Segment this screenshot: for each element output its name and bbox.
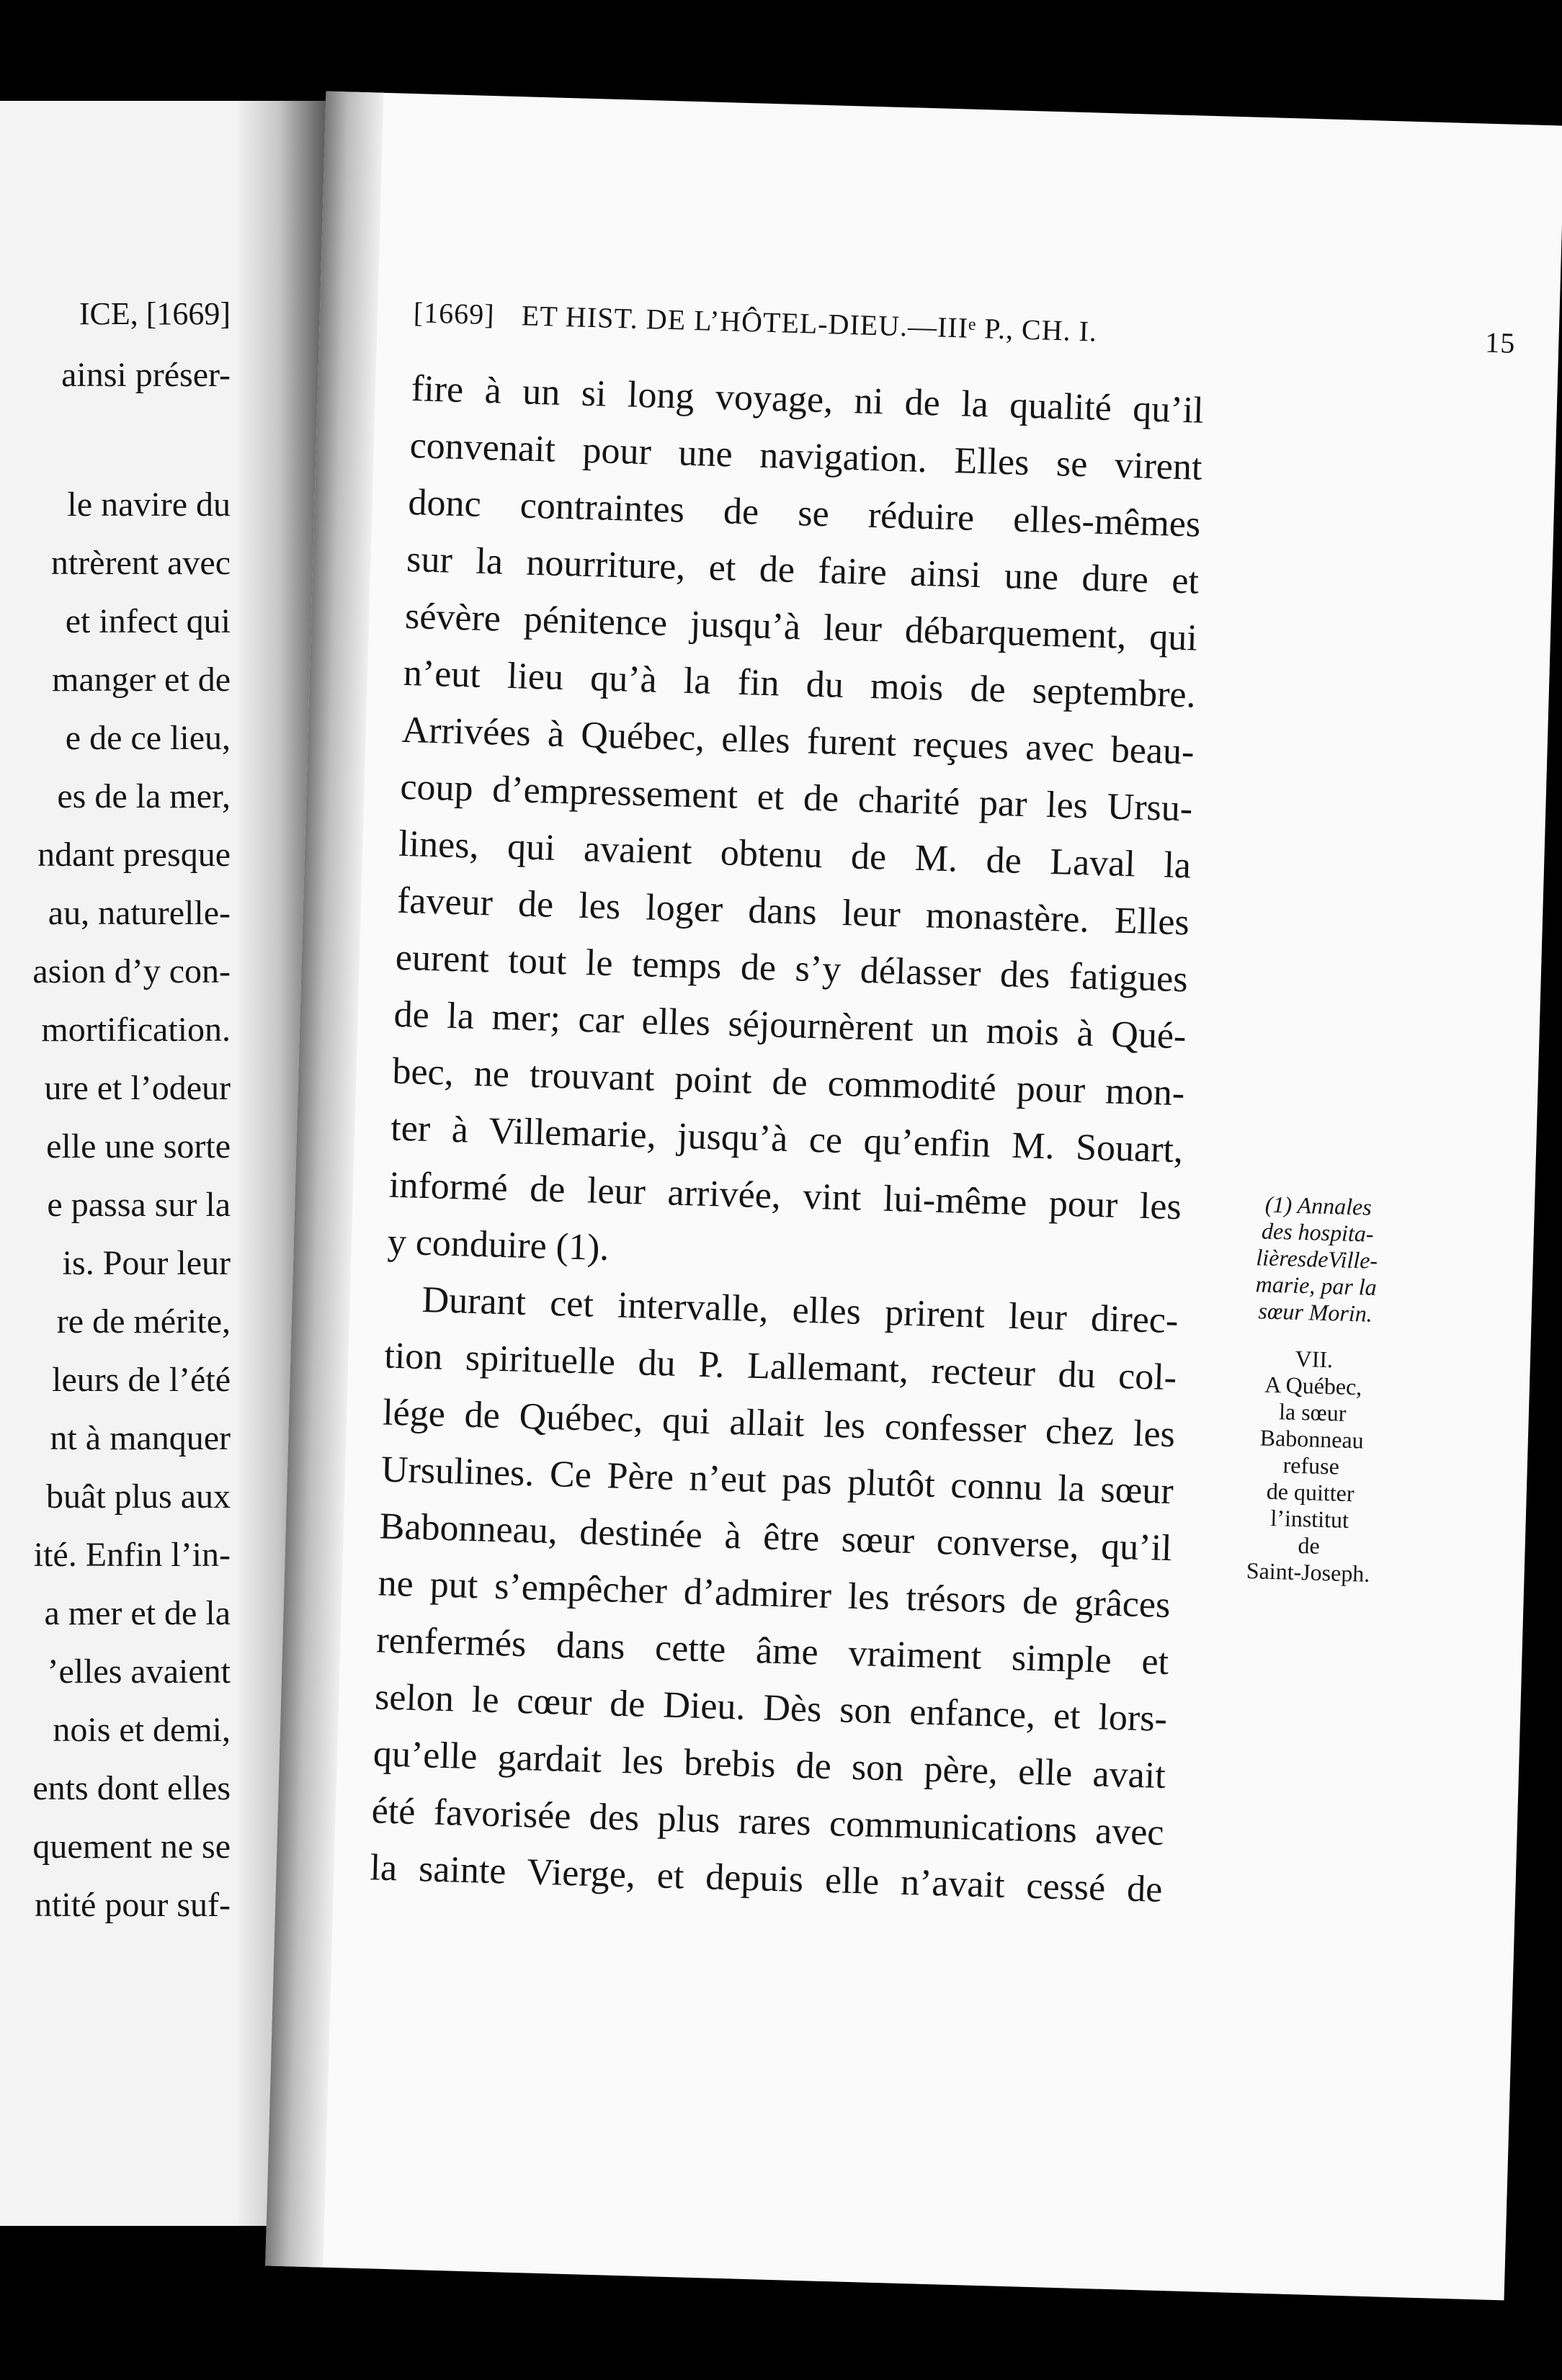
left-text-line: le navire du <box>67 486 231 524</box>
left-text-line: e passa sur la <box>47 1186 231 1224</box>
left-text-line: mortification. <box>41 1011 231 1049</box>
left-text-line: re de mérite, <box>56 1302 231 1341</box>
current-page <box>265 91 1562 2301</box>
left-text-line: nt à manquer <box>50 1419 231 1457</box>
footnote <box>1207 1189 1427 1328</box>
marginal-summary <box>1200 1343 1422 1588</box>
text-line: faveur de les loger dans leur monastère. Elles <box>396 880 1190 944</box>
left-text-line: leurs de l’été <box>52 1361 231 1399</box>
text-line: donc contraintes de se réduire elles-mêmes <box>407 481 1201 545</box>
running-head-year: [1669] <box>413 296 496 331</box>
text-line: convenait pour une navigation. Elles se virent <box>409 425 1203 488</box>
text-line: été favorisée des plus rares communications avec <box>371 1790 1165 1853</box>
body-text <box>370 360 1205 1918</box>
text-line: tion spirituelle du P. Lallemant, recteur du col- <box>383 1335 1177 1399</box>
left-text-line: ure et l’odeur <box>44 1069 231 1107</box>
left-text-line: ité. Enfin l’in- <box>33 1536 231 1574</box>
running-head <box>413 295 1517 359</box>
left-text-line: quement ne se <box>32 1828 231 1866</box>
text-line: coup d’empressement et de charité par les Ursu- <box>399 766 1193 830</box>
left-page-text <box>0 356 231 1934</box>
page-number: 15 <box>1484 326 1517 359</box>
left-text-line: ndant presque <box>37 836 231 874</box>
text-line: eurent tout le temps de s’y délasser des fatigues <box>395 936 1189 1001</box>
text-line: lége de Québec, qui allait les confesser chez les <box>382 1392 1176 1456</box>
sidenote-line: la sœur <box>1278 1398 1347 1426</box>
sidenote-line: de quitter <box>1266 1477 1355 1507</box>
text-line: selon le cœur de Dieu. Dès son enfance, et lors- <box>374 1676 1168 1740</box>
footnote-line: (1) Annales <box>1264 1191 1373 1220</box>
sidenote-line: de <box>1298 1532 1321 1559</box>
left-text-line: au, naturelle- <box>48 894 231 932</box>
text-line: ter à Villemarie, jusqu’à ce qu’enfin M. Souart, <box>390 1107 1184 1171</box>
text-line: Durant cet intervalle, elles prirent leur direc- <box>421 1279 1179 1342</box>
text-line: renfermés dans cette âme vraiment simple et <box>375 1619 1169 1683</box>
running-head-title: ET HIST. DE L’HÔTEL-DIEU.—IIIᵉ P., CH. I. <box>521 299 1098 348</box>
left-text-line: elle une sorte <box>46 1127 231 1166</box>
left-text-line: ntité pour suf- <box>35 1886 231 1924</box>
footnote-line: sœur Morin. <box>1258 1297 1373 1327</box>
left-text-line: es de la mer, <box>57 777 231 815</box>
left-text-line: ents dont elles <box>32 1769 231 1807</box>
left-text-line: nois et demi, <box>53 1711 231 1749</box>
sidenote-line: refuse <box>1282 1451 1340 1480</box>
left-text-line: manger et de <box>52 661 231 699</box>
left-text-line: is. Pour leur <box>62 1244 231 1282</box>
left-text-line: ainsi préser- <box>61 356 231 394</box>
left-text-line: e de ce lieu, <box>65 719 231 757</box>
sidenote-line: A Québec, <box>1264 1371 1362 1400</box>
text-line: sur la nourriture, et de faire ainsi une dure et <box>406 538 1200 602</box>
left-text-line: asion d’y con- <box>32 952 231 990</box>
left-text-line: a mer et de la <box>44 1594 231 1632</box>
text-line: Ursulines. Ce Père n’eut pas plutôt connu la sœur <box>380 1449 1174 1513</box>
sidenote-line: VII. <box>1295 1345 1334 1373</box>
text-line: qu’elle gardait les brebis de son père, elle avait <box>372 1733 1166 1797</box>
text-line: de la mer; car elles séjournèrent un mois à Qué- <box>393 993 1187 1057</box>
text-line: Arrivées à Québec, elles furent reçues avec beau- <box>401 709 1195 773</box>
margin-notes <box>1200 1189 1427 1588</box>
footnote-line: lièresdeVille- <box>1255 1244 1378 1274</box>
sidenote-line: l’institut <box>1269 1504 1349 1533</box>
text-line: la sainte Vierge, et depuis elle n’avait cessé de <box>369 1847 1164 1910</box>
text-line: y conduire (1). <box>387 1221 610 1269</box>
text-line: Babonneau, destinée à être sœur converse, qu’il <box>379 1506 1173 1570</box>
left-text-line: ntrèrent avec <box>50 544 231 582</box>
left-text-line: et infect qui <box>65 602 231 640</box>
sidenote-line: Saint-Joseph. <box>1246 1557 1370 1587</box>
sidenote-line: Babonneau <box>1259 1424 1365 1454</box>
text-line: informé de leur arrivée, vint lui-même pour les <box>388 1164 1182 1228</box>
left-text-line: buât plus aux <box>46 1477 231 1516</box>
text-line: ne put s’empêcher d’admirer les trésors de grâces <box>377 1562 1172 1627</box>
text-line: n’eut lieu qu’à la fin du mois de septembre. <box>403 652 1197 716</box>
footnote-line: des hospita- <box>1261 1217 1375 1247</box>
text-line: bec, ne trouvant point de commodité pour mon- <box>391 1050 1185 1114</box>
left-running-head: ICE, [1669] <box>79 296 231 331</box>
text-line: fire à un si long voyage, ni de la qualité qu’il <box>411 368 1205 431</box>
text-line: sévère pénitence jusqu’à leur débarquement, qui <box>404 595 1198 659</box>
text-line: lines, qui avaient obtenu de M. de Laval la <box>398 823 1192 887</box>
footnote-line: marie, par la <box>1255 1271 1378 1300</box>
left-text-line: ’elles avaient <box>47 1652 231 1691</box>
